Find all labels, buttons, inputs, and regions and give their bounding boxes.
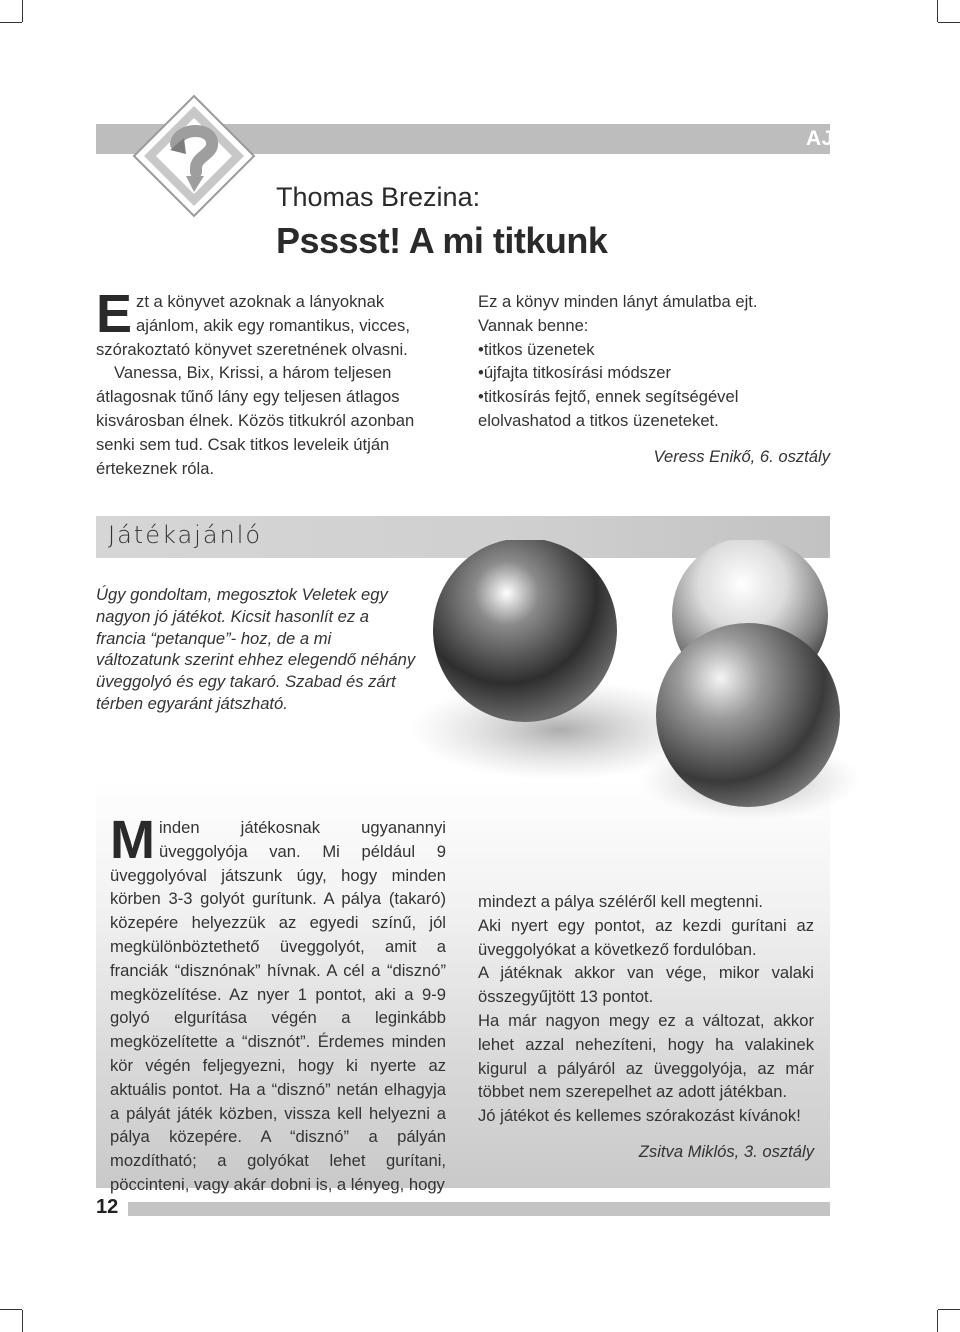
byline: Zsitva Miklós, 3. osztály [638, 1141, 814, 1161]
marbles-photo [410, 540, 860, 830]
paragraph: Ha már nagyon megy ez a változat, akkor lehet azzal nehezíteni, hogy ha valakinek kigurul a pályáról az üveggolyója, az már többet nem szerepelhet az adott játékban. [478, 1010, 814, 1102]
byline: Veress Enikő, 6. osztály [653, 446, 830, 466]
crop-mark [0, 1309, 22, 1310]
crop-mark [22, 1310, 23, 1332]
footer-bar [128, 1202, 830, 1216]
paragraph: Aki nyert egy pontot, az kezdi gurítani az üveggolyókat a következő fordulóban. [478, 915, 814, 959]
drop-cap: E [96, 284, 133, 344]
paragraph [96, 284, 448, 361]
drop-cap: M [110, 810, 155, 870]
paragraph: Jó játékot és kellemes szórakozást kívánok! [478, 1106, 801, 1126]
article-column-right [478, 290, 830, 469]
bullet-list [478, 338, 830, 433]
list-item: • újfajta titkosírási módszer [478, 361, 830, 385]
crop-mark [22, 0, 23, 22]
game-section-title: Játékajánló [108, 521, 263, 549]
list-item: • titkosírás fejtő, ennek segítségével elolvashatod a titkos üzeneteket. [478, 385, 830, 433]
page-number: 12 [96, 1196, 119, 1218]
paragraph: A játéknak akkor van vége, mikor valaki összegyűjtött 13 pontot. [478, 963, 814, 1007]
book-question-logo-icon [130, 92, 258, 220]
game-intro: Úgy gondoltam, megosztok Veletek egy nagyon jó játékot. Kicsit hasonlít ez a francia “petanque”- hoz, de a mi változatunk szerint ehhez elegendő néhány üveggolyó és egy takaró. Szabad és zárt térben egyaránt játszható. [96, 585, 416, 713]
game-column-right [478, 890, 814, 1164]
paragraph: Vanessa, Bix, Krissi, a három teljesen átlagosnak tűnő lány egy teljesen átlagos kisvárosban élnek. Közös titkukról azonban senki sem tud. Csak titkos leveleik útján értekeznek róla. [96, 363, 415, 478]
paragraph-text: zt a könyvet azoknak a lányoknak ajánlom, akik egy romantikus, vicces, szórakoztató könyvet szeretnének olvasni. [96, 292, 410, 359]
paragraph: Vannak benne: [478, 315, 589, 335]
crop-mark [937, 0, 938, 22]
section-label: AJÁNLJUK [805, 127, 922, 150]
paragraph-text: inden játékosnak ugyanannyi üveggolyója van. Mi például 9 üveggolyóval játszunk úgy, hogy minden körben 3-3 golyót gurítunk. A pálya (takaró) közepére helyezzük az egyedi színű, jól megkülönböztethető üveggolyót, amit a franciák “disznónak” hívnak. A cél a “disznó” megközelítése. Az nyer 1 pontot, aki a 9-9 golyó elgurítása végén a leginkább megközelítette a “disznót”. Érdemes minden kör végén feljegyezni, hogy ki nyerte az aktuális pontot. Ha a “disznó” netán elhagyja a pályát játék közben, vissza kell helyezni a pálya közepére. A “disznó” a pályán mozdítható; a golyókat lehet gurítani, pöccinteni, vagy akár dobni is, a lényeg, hogy [110, 818, 446, 1194]
game-column-left [110, 810, 446, 1197]
article-author: Thomas Brezina: [276, 182, 481, 212]
article-column-left [96, 284, 448, 480]
paragraph: Ez a könyv minden lányt ámulatba ejt. [478, 292, 758, 311]
paragraph: mindezt a pálya széléről kell megtenni. [478, 892, 764, 911]
article-title: Psssst! A mi titkunk [276, 220, 608, 261]
list-item: • titkos üzenetek [478, 338, 830, 362]
crop-mark [0, 22, 22, 23]
crop-mark [938, 1309, 960, 1310]
crop-mark [938, 22, 960, 23]
crop-mark [937, 1310, 938, 1332]
paragraph [110, 810, 446, 1197]
